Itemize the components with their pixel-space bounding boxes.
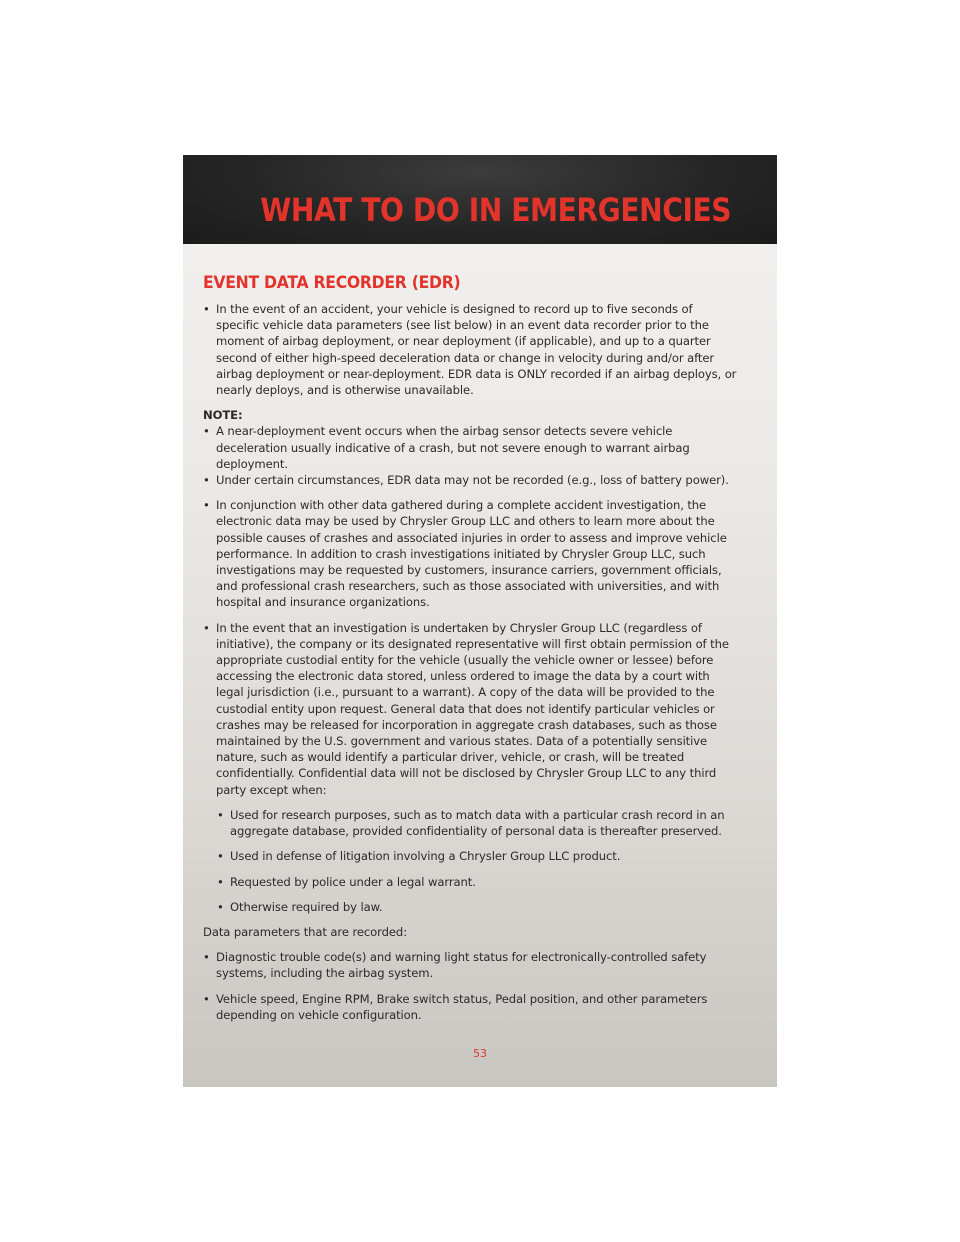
note-bullet: • A near-deployment event occurs when the airbag sensor detects severe vehicle deceleration usually indicative of a crash, but not severe enough to warrant airbag deployment. xyxy=(203,423,737,472)
manual-page xyxy=(183,155,777,1087)
page-number: 53 xyxy=(473,1047,487,1060)
section-title: EVENT DATA RECORDER (EDR) xyxy=(203,273,461,293)
exception-bullet: • Used in defense of litigation involving a Chrysler Group LLC product. xyxy=(217,848,737,864)
param-bullet: • Diagnostic trouble code(s) and warning light status for electronically-controlled safety systems, including the airbag system. xyxy=(203,949,737,981)
page-content xyxy=(203,273,737,1032)
exception-bullet: • Requested by police under a legal warrant. xyxy=(217,874,737,890)
exception-bullet: • Used for research purposes, such as to match data with a particular crash record in an aggregate database, provided confidentiality of personal data is thereafter preserved. xyxy=(217,807,737,839)
permission-bullet: • In the event that an investigation is undertaken by Chrysler Group LLC (regardless of initiative), the company or its designated representative will first obtain permission of the appropriate custodial entity for the vehicle (usually the vehicle owner or lessee) before accessing the electronic data stored, unless ordered to image the data by a court with legal jurisdiction (i.e., pursuant to a warrant). A copy of the data will be provided to the custodial entity upon request. General data that does not identify particular vehicles or crashes may be released for incorporation in aggregate crash databases, such as those maintained by the U.S. government and various states. Data of a potentially sensitive nature, such as would identify a particular driver, vehicle, or crash, will be treated confidentially. Confidential data will not be disclosed by Chrysler Group LLC to any third party except when: xyxy=(203,620,737,798)
note-bullet: • Under certain circumstances, EDR data may not be recorded (e.g., loss of battery power). xyxy=(203,472,737,488)
chapter-header xyxy=(183,155,777,244)
note-label: NOTE: xyxy=(203,408,243,423)
intro-bullet: • In the event of an accident, your vehicle is designed to record up to five seconds of specific vehicle data parameters (see list below) in an event data recorder prior to the moment of airbag deployment, or near deployment (if applicable), and up to a quarter second of either high-speed deceleration data or change in velocity during and/or after airbag deployment or near-deployment. EDR data is ONLY recorded if an airbag deploys, or nearly deploys, and is otherwise unavailable. xyxy=(203,301,737,398)
chapter-title: WHAT TO DO IN EMERGENCIES xyxy=(260,191,731,229)
investigation-bullet: • In conjunction with other data gathered during a complete accident investigation, the electronic data may be used by Chrysler Group LLC and others to learn more about the possible causes of crashes and associated injuries in order to assess and improve vehicle performance. In addition to crash investigations initiated by Chrysler Group LLC, such investigations may be requested by customers, insurance carriers, government officials, and professional crash researchers, such as those associated with universities, and with hospital and insurance organizations. xyxy=(203,497,737,610)
params-intro: Data parameters that are recorded: xyxy=(203,924,407,939)
param-bullet: • Vehicle speed, Engine RPM, Brake switch status, Pedal position, and other parameters depending on vehicle configuration. xyxy=(203,991,737,1023)
exception-bullet: • Otherwise required by law. xyxy=(217,899,737,915)
